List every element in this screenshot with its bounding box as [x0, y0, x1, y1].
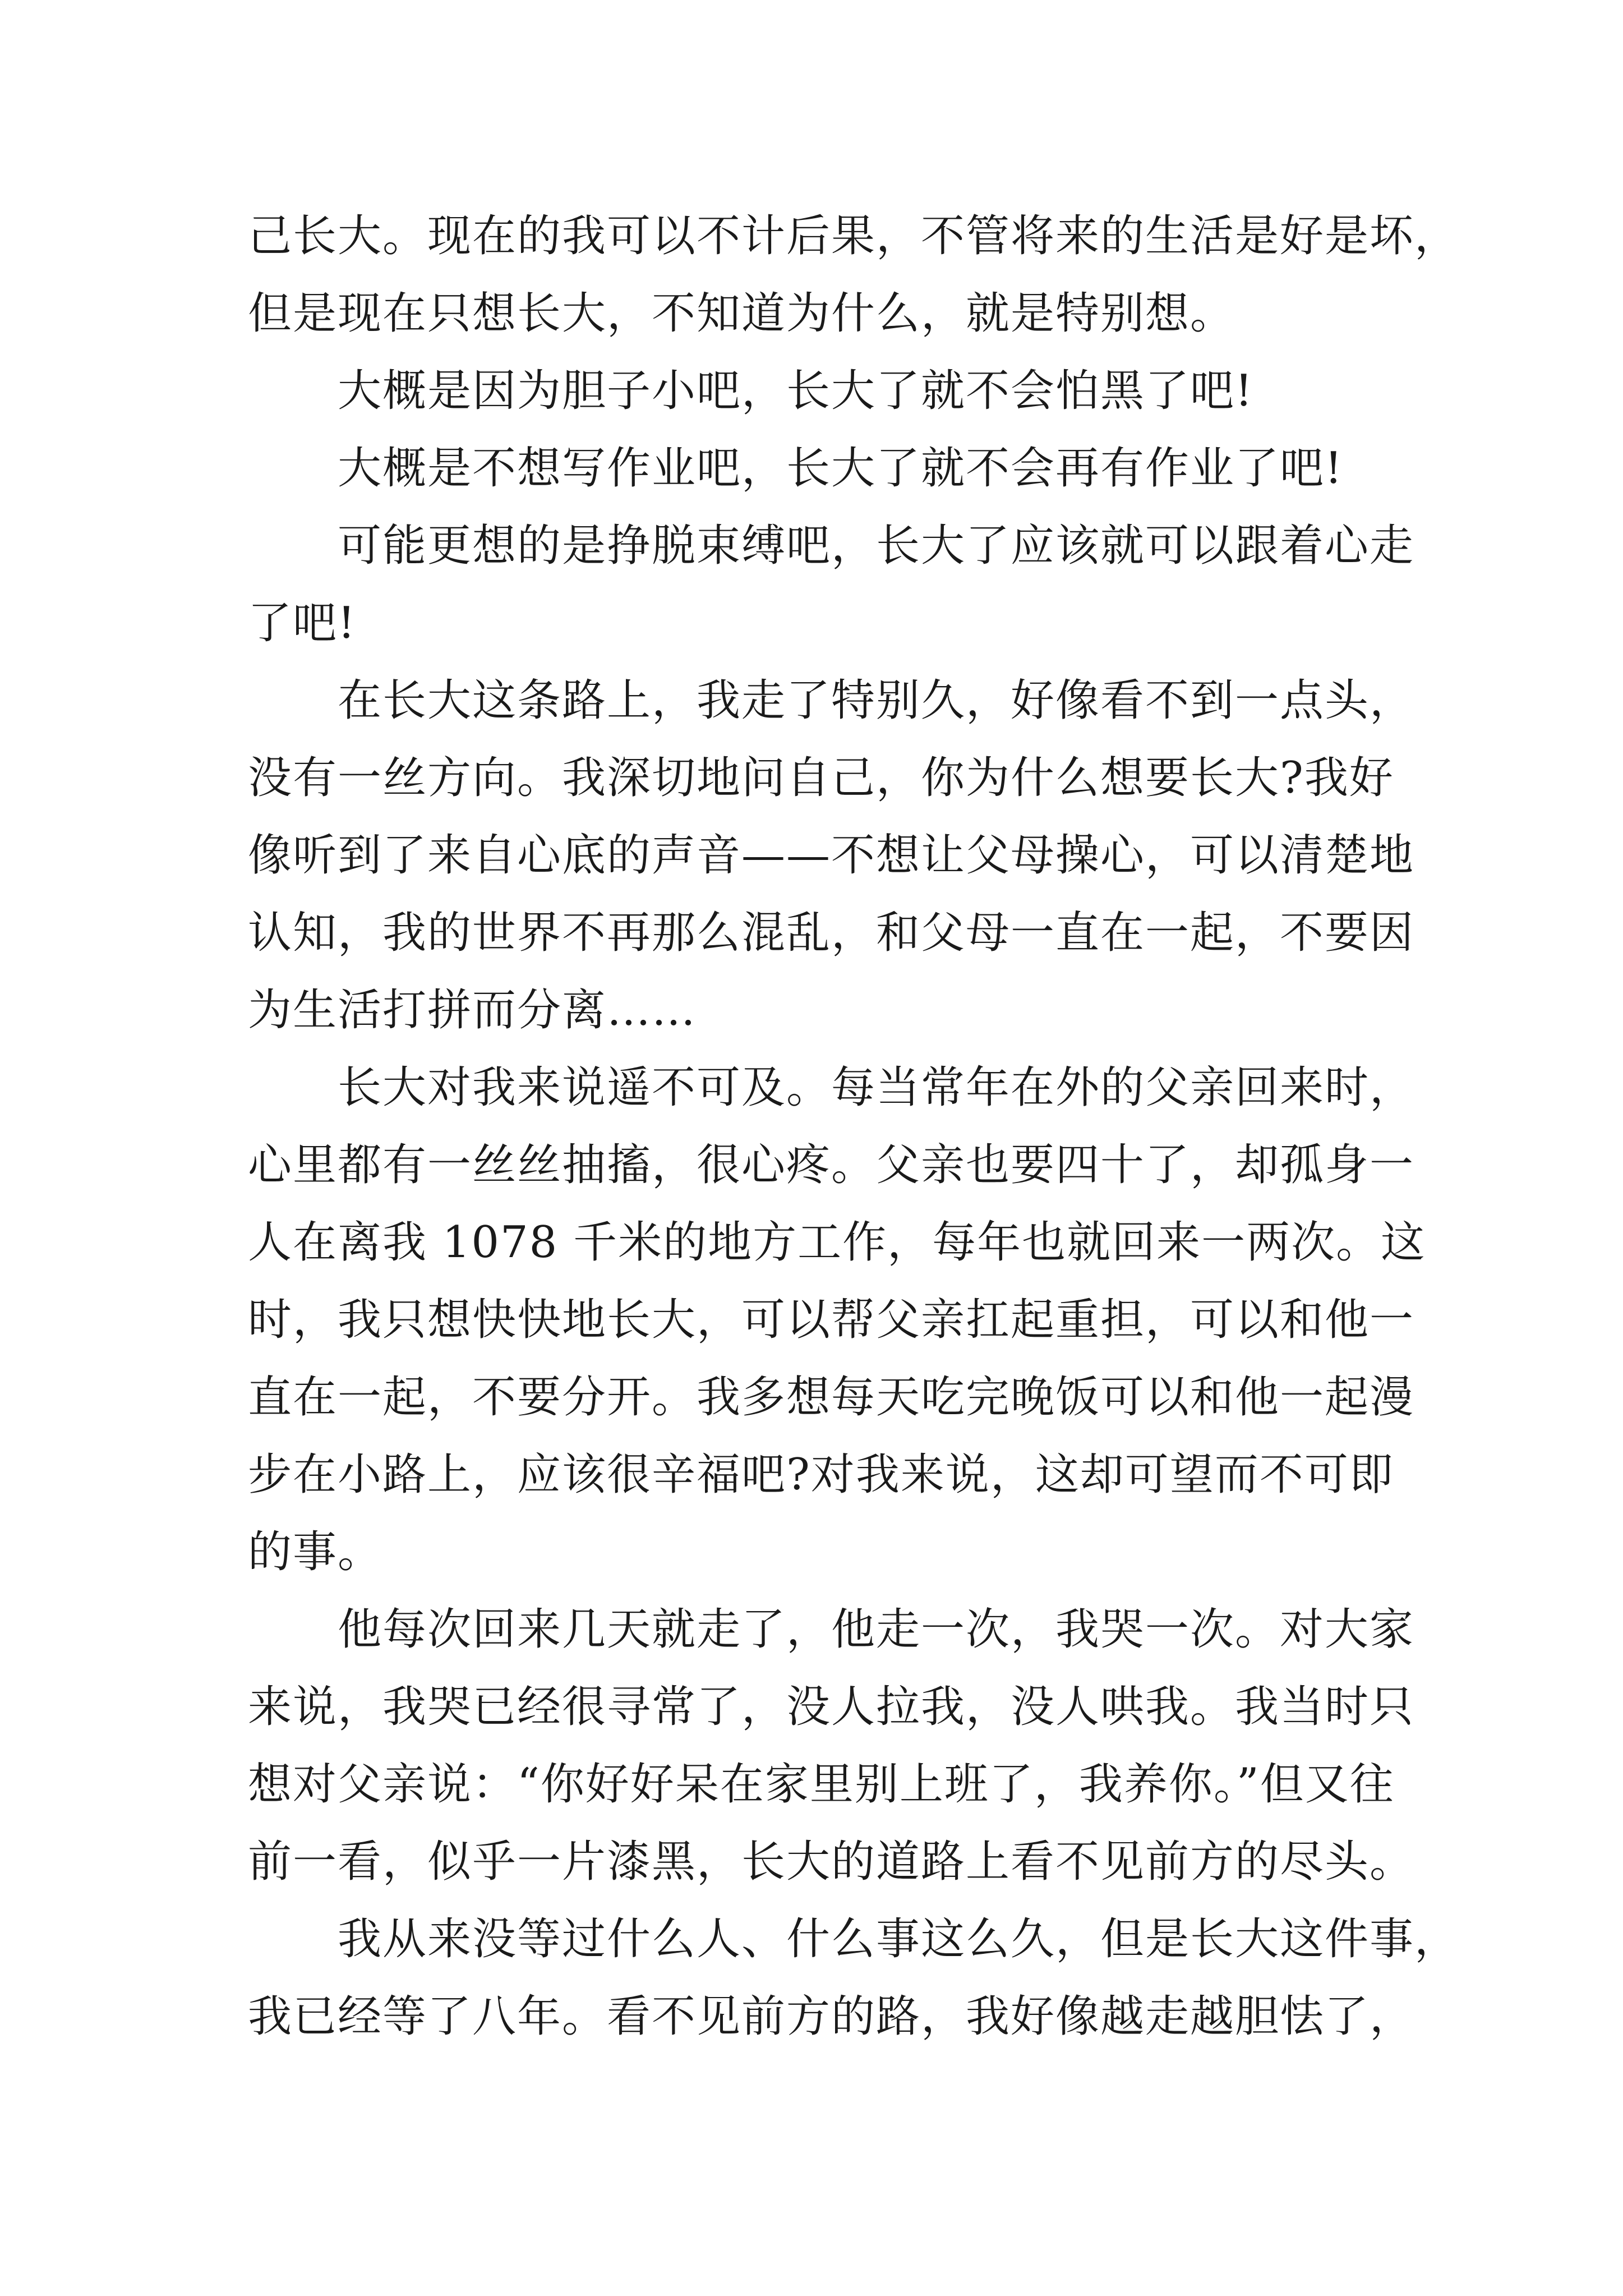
text-line: 大概是不想写作业吧，长大了就不会再有作业了吧! [338, 443, 1344, 494]
text-line: 为生活打拼而分离…… [248, 985, 697, 1036]
text-line: 大概是因为胆子小吧，长大了就不会怕黑了吧! [338, 366, 1254, 416]
text-line: 想对父亲说：“你好好呆在家里别上班了，我养你。”但又往 [248, 1759, 1395, 1810]
text-line: 了吧! [248, 598, 357, 648]
text-line: 步在小路上，应该很辛福吧?对我来说，这却可望而不可即 [248, 1450, 1394, 1500]
text-line: 前一看，似乎一片漆黑，长大的道路上看不见前方的尽头。 [248, 1837, 1415, 1887]
text-line: 心里都有一丝丝抽搐，很心疼。父亲也要四十了，却孤身一 [248, 1140, 1415, 1190]
text-line: 在长大这条路上，我走了特别久，好像看不到一点头， [338, 675, 1415, 726]
text-line: 我已经等了八年。看不见前方的路，我好像越走越胆怯了， [248, 1991, 1415, 2042]
text-line: 我从来没等过什么人、什么事这么久，但是长大这件事， [338, 1914, 1460, 1964]
text-line: 时，我只想快快地长大，可以帮父亲扛起重担，可以和他一 [248, 1295, 1415, 1345]
text-line: 他每次回来几天就走了，他走一次，我哭一次。对大家 [338, 1604, 1415, 1655]
text-line: 来说，我哭已经很寻常了，没人拉我，没人哄我。我当时只 [248, 1682, 1415, 1732]
document-body [248, 197, 1460, 2055]
text-line: 没有一丝方向。我深切地问自己，你为什么想要长大?我好 [248, 753, 1394, 803]
text-line: 可能更想的是挣脱束缚吧，长大了应该就可以跟着心走 [338, 521, 1415, 571]
text-line: 认知，我的世界不再那么混乱，和父母一直在一起，不要因 [248, 908, 1415, 958]
text-line: 的事。 [248, 1527, 383, 1577]
text-line: 己长大。现在的我可以不计后果，不管将来的生活是好是坏， [248, 211, 1460, 261]
text-line: 但是现在只想长大，不知道为什么，就是特别想。 [248, 288, 1235, 339]
text-line: 长大对我来说遥不可及。每当常年在外的父亲回来时， [338, 1062, 1415, 1113]
text-line: 直在一起，不要分开。我多想每天吃完晚饭可以和他一起漫 [248, 1372, 1415, 1423]
text-line: 像听到了来自心底的声音——不想让父母操心，可以清楚地 [248, 830, 1415, 881]
text-line: 人在离我 1078 千米的地方工作，每年也就回来一两次。这 [248, 1217, 1426, 1268]
